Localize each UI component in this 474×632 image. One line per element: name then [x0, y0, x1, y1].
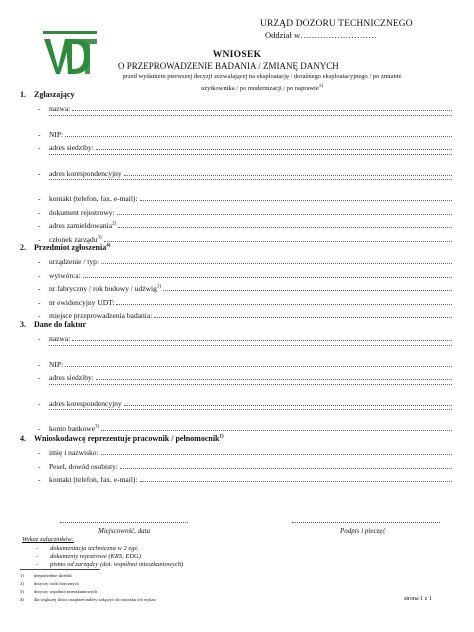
form-field-row — [38, 422, 452, 433]
field-dash: - — [38, 373, 41, 382]
form-field-row — [38, 296, 452, 307]
section-title: Przedmiot zgłoszenia — [34, 243, 107, 252]
intro-footnote-ref: 1) — [318, 84, 323, 89]
field-dash: - — [38, 359, 41, 369]
attachment-item — [36, 561, 183, 568]
field-label-text: nr fabryczny / rok budowy / udźwig — [49, 284, 157, 293]
field-label-text: kontakt (telefon, fax, e-mail): — [49, 475, 138, 484]
field-dash: - — [38, 257, 41, 266]
field-input-line[interactable] — [140, 474, 452, 482]
field-dash: - — [38, 297, 41, 307]
form-field-row — [38, 269, 452, 280]
field-label — [49, 475, 140, 484]
field-dash: - — [38, 194, 41, 203]
section-number: 1. — [20, 90, 26, 99]
field-label — [49, 194, 140, 203]
field-input-line[interactable] — [140, 193, 452, 201]
section-number: 3. — [20, 320, 26, 329]
field-dash: - — [38, 475, 41, 484]
field-continuation-line[interactable] — [49, 408, 452, 410]
field-label-text: nr ewidencyjny UDT: — [49, 297, 115, 307]
field-label — [49, 221, 118, 230]
form-field-row — [38, 473, 452, 484]
field-label-text: adres korespondencyjny — [49, 398, 122, 408]
field-label — [49, 462, 120, 471]
footnote — [20, 573, 72, 578]
footnote — [20, 581, 79, 586]
field-input-line[interactable] — [101, 423, 452, 431]
form-field-row — [38, 255, 452, 266]
form-field-row — [38, 358, 452, 369]
field-label-text: nazwa: — [49, 334, 71, 343]
field-label-text: członek zarządu — [49, 234, 98, 244]
field-dash: - — [38, 270, 41, 280]
field-continuation-line[interactable] — [49, 114, 452, 116]
field-footnote-ref: 3) — [97, 235, 102, 240]
field-label-text: miejsce przeprowadzenia badania: — [49, 311, 153, 320]
field-label — [49, 311, 154, 320]
footnote-number: 1) — [20, 573, 24, 578]
field-label-text: NIP: — [49, 129, 64, 139]
field-continuation-line[interactable] — [49, 344, 452, 346]
field-input-line[interactable] — [65, 359, 452, 367]
intro-text: przed wydaniem pierwszej decyzji zezwalającej na eksploatację / doraźnego eksploatacyjnego / po zmianie użytkownika / po modernizacji / po naprawie — [122, 73, 402, 93]
footnote-text: niepotrzebne skreślić — [34, 573, 73, 578]
form-field-row — [38, 102, 452, 113]
field-label-text: imię i nazwisko: — [49, 448, 99, 457]
footnote-number: 2) — [20, 581, 24, 586]
form-intro — [112, 72, 412, 94]
field-dash: - — [38, 168, 41, 178]
field-input-line[interactable] — [120, 461, 452, 469]
footnote-text: dla większej ilości urządzeń należy załączyć do wniosku ich wykaz — [34, 597, 156, 602]
form-field-row — [38, 460, 452, 471]
footnote-number: 4) — [20, 597, 24, 602]
form-subtitle: O PRZEPROWADZENIE BADANIA / ZMIANĘ DANYCH — [118, 61, 339, 71]
field-footnote-ref: 2) — [112, 221, 117, 227]
field-label-text: adres siedziby: — [49, 143, 94, 152]
field-dash: - — [38, 284, 41, 293]
section-title: Zgłaszający — [34, 90, 75, 99]
attachment-item — [36, 545, 139, 552]
field-label-text: wytwórca: — [49, 270, 81, 280]
field-continuation-line[interactable] — [49, 153, 452, 155]
field-label — [49, 208, 117, 217]
field-label-text: nazwa: — [49, 104, 71, 113]
section-footnote-ref: 4) — [106, 243, 111, 249]
field-label-text: dokument rejestrowy: — [49, 207, 115, 217]
form-field-row — [38, 192, 452, 203]
section-heading — [20, 90, 74, 99]
form-field-row — [38, 167, 452, 178]
field-dash: - — [38, 104, 41, 113]
form-field-row — [38, 446, 452, 457]
field-input-line[interactable] — [163, 283, 452, 291]
section-number: 4. — [20, 434, 26, 443]
section-heading — [20, 243, 110, 252]
signature-line[interactable] — [292, 521, 440, 523]
field-label-text: adres korespondencyjny — [49, 168, 122, 178]
attachment-dash: - — [36, 545, 39, 552]
form-field-row — [38, 332, 452, 343]
field-footnote-ref: 1) — [156, 284, 162, 290]
section-title: Dane do faktur — [34, 320, 87, 329]
branch-field[interactable]: Oddział w……………………… — [265, 30, 377, 40]
page-number: strona 1 z 1 — [404, 596, 432, 602]
attachment-text: dokumentacja techniczna w 2 egz. — [50, 545, 139, 552]
field-continuation-line[interactable] — [49, 178, 452, 180]
footnote — [20, 589, 97, 594]
field-input-line[interactable] — [65, 129, 452, 137]
field-continuation-line[interactable] — [49, 383, 452, 385]
field-dash: - — [38, 129, 41, 139]
field-label-text: NIP: — [49, 359, 64, 369]
field-dash: - — [38, 221, 41, 230]
field-label-text: kontakt (telefon, fax, e-mail): — [49, 194, 138, 203]
footnote-rule — [20, 569, 100, 570]
form-field-row — [38, 141, 452, 152]
field-input-line[interactable] — [118, 220, 452, 228]
section-title: Wnioskodawcę reprezentuje pracownik / pełnomocnik — [34, 434, 220, 443]
field-label — [49, 271, 83, 280]
section-heading — [20, 320, 86, 329]
footnote-text: dotyczy osób fizycznych — [34, 581, 79, 586]
field-dash: - — [38, 207, 41, 217]
field-label-text: adres siedziby: — [49, 373, 94, 382]
footnote-text: dotyczy wspólnot mieszkaniowych — [34, 589, 98, 594]
place-date-line[interactable] — [60, 521, 188, 523]
field-label — [49, 130, 65, 139]
field-input-line[interactable] — [116, 297, 452, 305]
field-input-line[interactable] — [96, 142, 452, 150]
field-input-line[interactable] — [101, 447, 452, 455]
signature-caption: Podpis i pieczęć — [340, 527, 386, 535]
attachment-item — [36, 553, 141, 560]
form-field-row — [38, 206, 452, 217]
form-field-row — [38, 282, 452, 293]
field-dash: - — [38, 461, 41, 471]
field-dash: - — [38, 311, 41, 320]
attachments-title: Wykaz załączników: — [22, 536, 74, 543]
field-label — [49, 169, 124, 178]
field-input-line[interactable] — [124, 168, 452, 176]
attachment-dash: - — [36, 553, 39, 560]
field-label — [49, 143, 96, 152]
field-label-text: adres zamieldowania — [49, 221, 113, 230]
field-input-line[interactable] — [96, 372, 452, 380]
field-input-line[interactable] — [83, 270, 452, 278]
field-dash: - — [38, 398, 41, 408]
field-input-line[interactable] — [154, 310, 452, 318]
field-label — [49, 360, 65, 369]
field-label — [49, 399, 124, 408]
field-footnote-ref: 3) — [95, 424, 100, 430]
section-heading — [20, 434, 224, 443]
section-number: 2. — [20, 243, 26, 252]
field-label-text: Pesel, dowód osobisty: — [49, 461, 118, 471]
form-field-row — [38, 128, 452, 139]
field-input-line[interactable] — [104, 234, 452, 242]
attachment-text: dokumenty rejestrowe (KRS, EDG) — [50, 553, 141, 560]
office-name: URZĄD DOZORU TECHNICZNEGO — [260, 19, 413, 29]
field-label-text: urządzenie / typ: — [49, 257, 99, 266]
form-field-row — [38, 309, 452, 320]
field-input-line[interactable] — [101, 256, 452, 264]
field-label — [49, 257, 101, 266]
field-dash: - — [38, 448, 41, 457]
field-dash: - — [38, 234, 41, 244]
field-dash: - — [38, 143, 41, 152]
attachment-dash: - — [36, 561, 39, 568]
attachment-text: pismo od zarządcy (dot. wspólnot mieszkaniowych) — [50, 561, 184, 568]
footnote — [20, 597, 156, 602]
footnote-number: 3) — [20, 589, 24, 594]
form-field-row — [38, 233, 452, 244]
field-label — [49, 373, 96, 382]
form-title: WNIOSEK — [212, 50, 262, 60]
field-input-line[interactable] — [72, 103, 452, 111]
field-label — [49, 448, 101, 457]
field-dash: - — [38, 334, 41, 343]
field-label-text: konto bankowe — [49, 424, 96, 433]
field-dash: - — [38, 424, 41, 433]
field-label — [49, 334, 72, 343]
form-field-row — [38, 219, 452, 230]
field-label — [49, 284, 163, 293]
form-field-row — [38, 371, 452, 382]
field-input-line[interactable] — [124, 398, 452, 406]
field-label — [49, 104, 72, 113]
form-field-row — [38, 397, 452, 408]
section-footnote-ref: 1) — [219, 434, 224, 440]
field-input-line[interactable] — [117, 207, 452, 215]
field-label — [49, 298, 116, 307]
field-label — [49, 424, 101, 433]
field-input-line[interactable] — [72, 333, 452, 341]
place-date-caption: Miejscowość, data — [98, 527, 151, 535]
